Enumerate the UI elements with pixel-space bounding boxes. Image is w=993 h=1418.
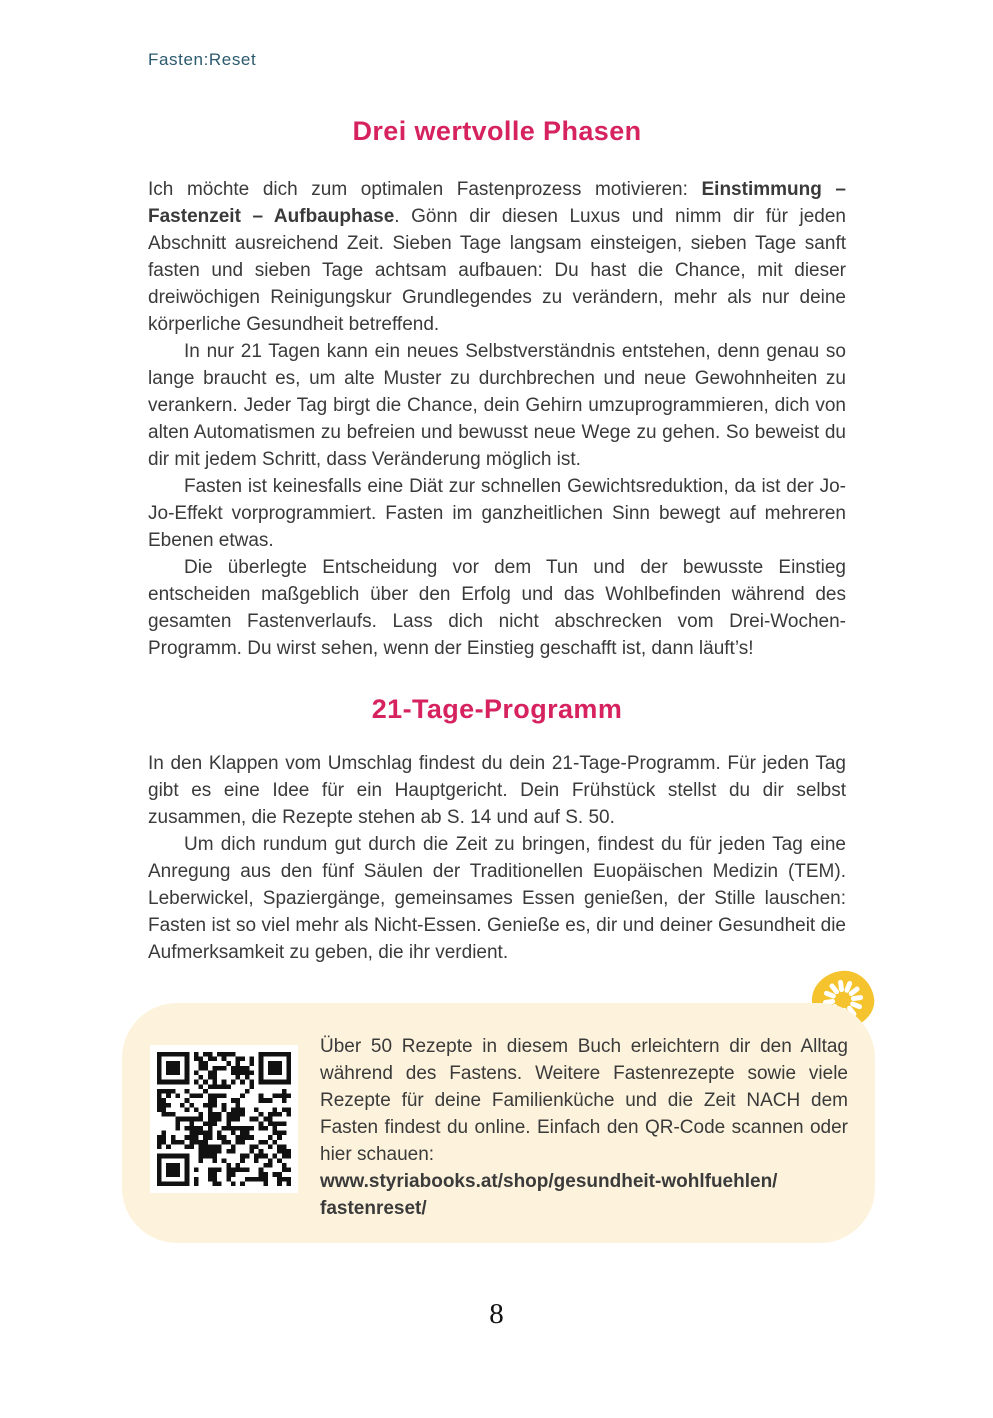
- running-head: Fasten:Reset: [148, 50, 257, 69]
- info-box-text: [320, 1033, 848, 1222]
- shop-url-line-1: www.styriabooks.at/shop/gesundheit-wohlfuehlen/: [320, 1171, 778, 1192]
- section-1-body: [148, 176, 846, 662]
- paragraph-text: Ich möchte dich zum optimalen Fastenprozess motivieren:: [148, 179, 702, 200]
- paragraph: In den Klappen vom Umschlag findest du dein 21-Tage-Programm. Für jeden Tag gibt es eine Idee für ein Hauptgericht. Dein Frühstück stellst du dir selbst zusammen, die Rezepte stehen ab S. 14 und auf S. 50.: [148, 753, 846, 828]
- paragraph: [148, 176, 846, 338]
- paragraph-bold-text: Einstimmung – Fastenzeit – Aufbauphase: [148, 179, 846, 227]
- paragraph-text: . Gönn dir diesen Luxus und nimm dir für jeden Abschnitt ausreichend Zeit. Sieben Tage langsam einsteigen, sieben Tage sanft fasten und sieben Tage achtsam aufbauen: Du hast die Chance, mit dieser dreiwöchigen Reinigungskur Grundlegendes zu verändern, mehr als nur deine körperliche Gesundheit betreffend.: [148, 206, 846, 335]
- paragraph: Um dich rundum gut durch die Zeit zu bringen, findest du für jeden Tag eine Anregung aus den fünf Säulen der Traditionellen Euopäischen Medizin (TEM). Leberwickel, Spaziergänge, gemeinsames Essen genießen, der Stille lauschen: Fasten ist so viel mehr als Nicht-Essen. Genieße es, dir und deiner Gesundheit die Aufmerksamkeit zu geben, die ihr verdient.: [148, 834, 846, 963]
- shop-url-line-2: fastenreset/: [320, 1198, 427, 1219]
- paragraph: Die überlegte Entscheidung vor dem Tun und der bewusste Einstieg entscheiden maßgeblich über den Erfolg und das Wohlbefinden während des gesamten Fastenverlaufs. Lass dich nicht abschrecken vom Drei-Wochen-Programm. Du wirst sehen, wenn der Einstieg geschafft ist, dann läuft’s!: [148, 557, 846, 659]
- info-box-paragraph: Über 50 Rezepte in diesem Buch erleichtern dir den Alltag während des Fastens. Weitere Fastenrezepte sowie viele Rezepte für deine Familienküche und die Zeit NACH dem Fasten findest du online. Einfach den QR-Code scannen oder hier schauen:: [320, 1036, 848, 1165]
- section-2-body: [148, 750, 846, 966]
- qr-code-icon: [157, 1052, 291, 1186]
- qr-code: [150, 1045, 298, 1193]
- section-title-21-tage-programm: 21-Tage-Programm: [371, 694, 623, 724]
- paragraph: Fasten ist keinesfalls eine Diät zur schnellen Gewichtsreduktion, da ist der Jo-Jo-Effekt vorprogrammiert. Fasten im ganzheitlichen Sinn bewegt auf mehreren Ebenen etwas.: [148, 476, 846, 551]
- online-recipes-info-box: [122, 1003, 875, 1243]
- section-title-drei-wertvolle-phasen: Drei wertvolle Phasen: [352, 116, 642, 146]
- paragraph: In nur 21 Tagen kann ein neues Selbstverständnis entstehen, denn genau so lange braucht es, um alte Muster zu durchbrechen und neue Gewohnheiten zu verankern. Jeder Tag birgt die Chance, dein Gehirn umzuprogrammieren, dich von alten Automatismen zu befreien und bewusst neue Wege zu gehen. So beweist du dir mit jedem Schritt, dass Veränderung möglich ist.: [148, 341, 846, 470]
- page-number: 8: [489, 1298, 504, 1330]
